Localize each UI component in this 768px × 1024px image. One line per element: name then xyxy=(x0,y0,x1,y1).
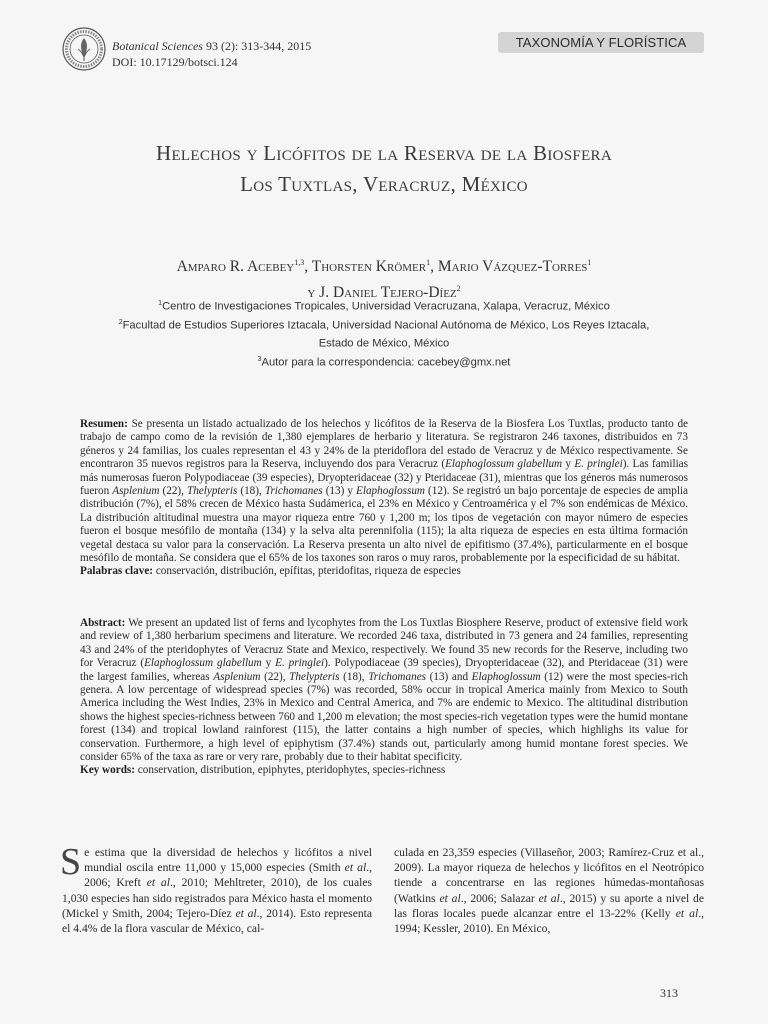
author-sup: 1 xyxy=(587,258,592,267)
key-words: Key words: conservation, distribution, epiphytes, pteridophytes, species-richness xyxy=(80,764,446,777)
resumen-block xyxy=(80,418,688,579)
body-column-right: culada en 23,359 especies (Villaseñor, 2003; Ramírez-Cruz et al., 2009). La mayor riqueza de helechos y licófitos en el Neotrópico tiende a concentrarse en las regiones húmedas-montañosas (Watkins et al., 2006; Salazar et al., 2015) y su aporte a nivel de las floras locales puede alcanzar entre el 13-22% (Kelly et al., 1994; Kessler, 2010). En México, xyxy=(394,846,705,936)
affiliations xyxy=(60,296,708,371)
title-line-1: Helechos y Licófitos de la Reserva de la Biosfera xyxy=(156,141,612,165)
title-line-2: Los Tuxtlas, Veracruz, México xyxy=(240,172,528,196)
body-column-left: Se estima que la diversidad de helechos y licófitos a nivel mundial oscila entre 11,000 y 15,000 especies (Smith et al., 2006; Kreft et al., 2010; Mehltreter, 2010), de los cuales 1,030 especies han sido registrados para México hasta el momento (Mickel y Smith, 2004; Tejero-Díez et al., 2014). Esto representa el 4.4% de la flora vascular de México, cal- xyxy=(60,841,373,936)
correspondence-email: Autor para la correspondencia: cacebey@gmx.net xyxy=(261,356,511,369)
author-sup: 2 xyxy=(456,284,461,294)
author-name: J. Daniel Tejero-Díez xyxy=(319,284,457,302)
author-sup: 1 xyxy=(426,258,431,267)
journal-name: Botanical Sciences xyxy=(112,39,203,53)
author-list: Amparo R. Acebey$^{1,3}$, Thorsten Krömer$^1$, Mario Vázquez-Torres$^1$ y J. Daniel Tejero-Díez$^2$ xyxy=(176,258,592,302)
abstract-text: Abstract: We present an updated list of ferns and lycophytes from the Los Tuxtlas Biosphere Reserve, product of extensive field work and review of 1,380 herbarium specimens and literature. We recorded 246 taxa, distributed in 73 genera and 24 families, representing 43 and 24% of the pteridophytes of Veracruz State and Mexico, respectively. We found 35 new records for the Reserve, including two for Veracruz (Elaphoglossum glabellum y E. pringlei). Polypodiaceae (39 species), Dryopteridaceae (32), and Pteridaceae (31) were the largest families, whereas Asplenium (22), Thelypteris (18), Trichomanes (13) and Elaphoglossum (12) were the most species-rich genera. A low percentage of widespread species (7%) was recorded, 58% occur in tropical America mainly from Mexico to South America including the West Indies, 23% in Mexico and Central America, and 7% are endemic to Mexico. The altitudinal distribution shows the highest species-richness between 760 and 1,200 m elevation; the most species-rich vegetation types were the humid montane forest (134) and tropical lowland rainforest (115), the latter contains a high number of species, which highlighs its value for conservation. Furthermore, a high level of epiphytism (37.4%) stands out, particularly among humid montane forest species. We consider 65% of the taxa as rare or very rare, probably due to their habitat specificity. xyxy=(80,617,688,764)
author-name: Mario Vázquez-Torres xyxy=(437,258,588,276)
abstract-block xyxy=(80,617,688,778)
journal-volume: 93 (2): 313-344, 2015 xyxy=(202,39,312,53)
affiliation: Estado de México, México xyxy=(318,338,450,351)
doi: DOI: 10.17129/botsci.124 xyxy=(112,55,238,69)
author-sup: 1,3 xyxy=(294,258,305,267)
author-name: Amparo R. Acebey xyxy=(176,258,295,276)
key-words-label: Key words: xyxy=(80,764,135,777)
page-number: 313 xyxy=(660,986,678,1000)
affiliation: $^2$Facultad de Estudios Superiores Iztacala, Universidad Nacional Autónoma de México, Los Reyes Iztacala, xyxy=(118,318,650,332)
article-title xyxy=(40,138,728,200)
abstract-label: Abstract: xyxy=(80,617,126,629)
section-tag: TAXONOMÍA Y FLORÍSTICA xyxy=(498,32,704,53)
society-seal-icon xyxy=(62,27,106,71)
palabras-clave: Palabras clave: conservación, distribución, epífitas, pteridofitas, riqueza de especies xyxy=(80,565,461,578)
journal-citation xyxy=(112,38,311,70)
author-prefix: y xyxy=(307,284,320,302)
author-name: Thorsten Krömer xyxy=(311,258,427,276)
resumen-text: Resumen: Se presenta un listado actualizado de los helechos y licófitos de la Reserva de la Biosfera Los Tuxtlas, producto tanto de trabajo de campo como de la revisión de 1,380 ejemplares de herbario y literatura. Se registraron 246 taxones, distribuidos en 73 géneros y 24 familias, los cuales representan el 43 y 24% de la pteridoflora del estado de Veracruz y de México respectivamente. Se encontraron 35 nuevos registros para la Reserva, incluyendo dos para Veracruz (Elaphoglossum glabellum y E. pringlei). Las familias más numerosas fueron Polypodiaceae (39 especies), Dryopteridaceae (32) y Pteridaceae (31), mientras que los géneros más numerosos fueron Asplenium (22), Thelypteris (18), Trichomanes (13) y Elaphoglossum (12). Se registró un bajo porcentaje de especies de amplia distribución (7%), el 58% crecen de México hasta Sudámerica, el 23% en México y Centroamérica y el 7% son endémicas de México. La distribución altitudinal muestra una mayor riqueza entre 760 y 1,200 m; los tipos de vegetación con mayor número de especies fueron el bosque mesófilo de montaña (134) y la selva alta perennifolia (115); la alta riqueza de especies en esta última formación vegetal destaca su valor para la conservación. La Reserva presenta un alto nivel de epifitismo (37.4%), particularmente en el bosque mesófilo de montaña. Se considera que el 65% de los taxones son raros o muy raros, probablemente por la especificidad de su hábitat. xyxy=(80,418,689,565)
resumen-label: Resumen: xyxy=(80,418,128,430)
affiliation: $^1$Centro de Investigaciones Tropicales, Universidad Veracruzana, Xalapa, Veracruz, México xyxy=(158,300,610,313)
palabras-clave-label: Palabras clave: xyxy=(80,565,154,578)
affiliation: $^3$Autor para la correspondencia: cacebey@gmx.net xyxy=(257,356,511,369)
drop-cap: S xyxy=(60,841,82,883)
